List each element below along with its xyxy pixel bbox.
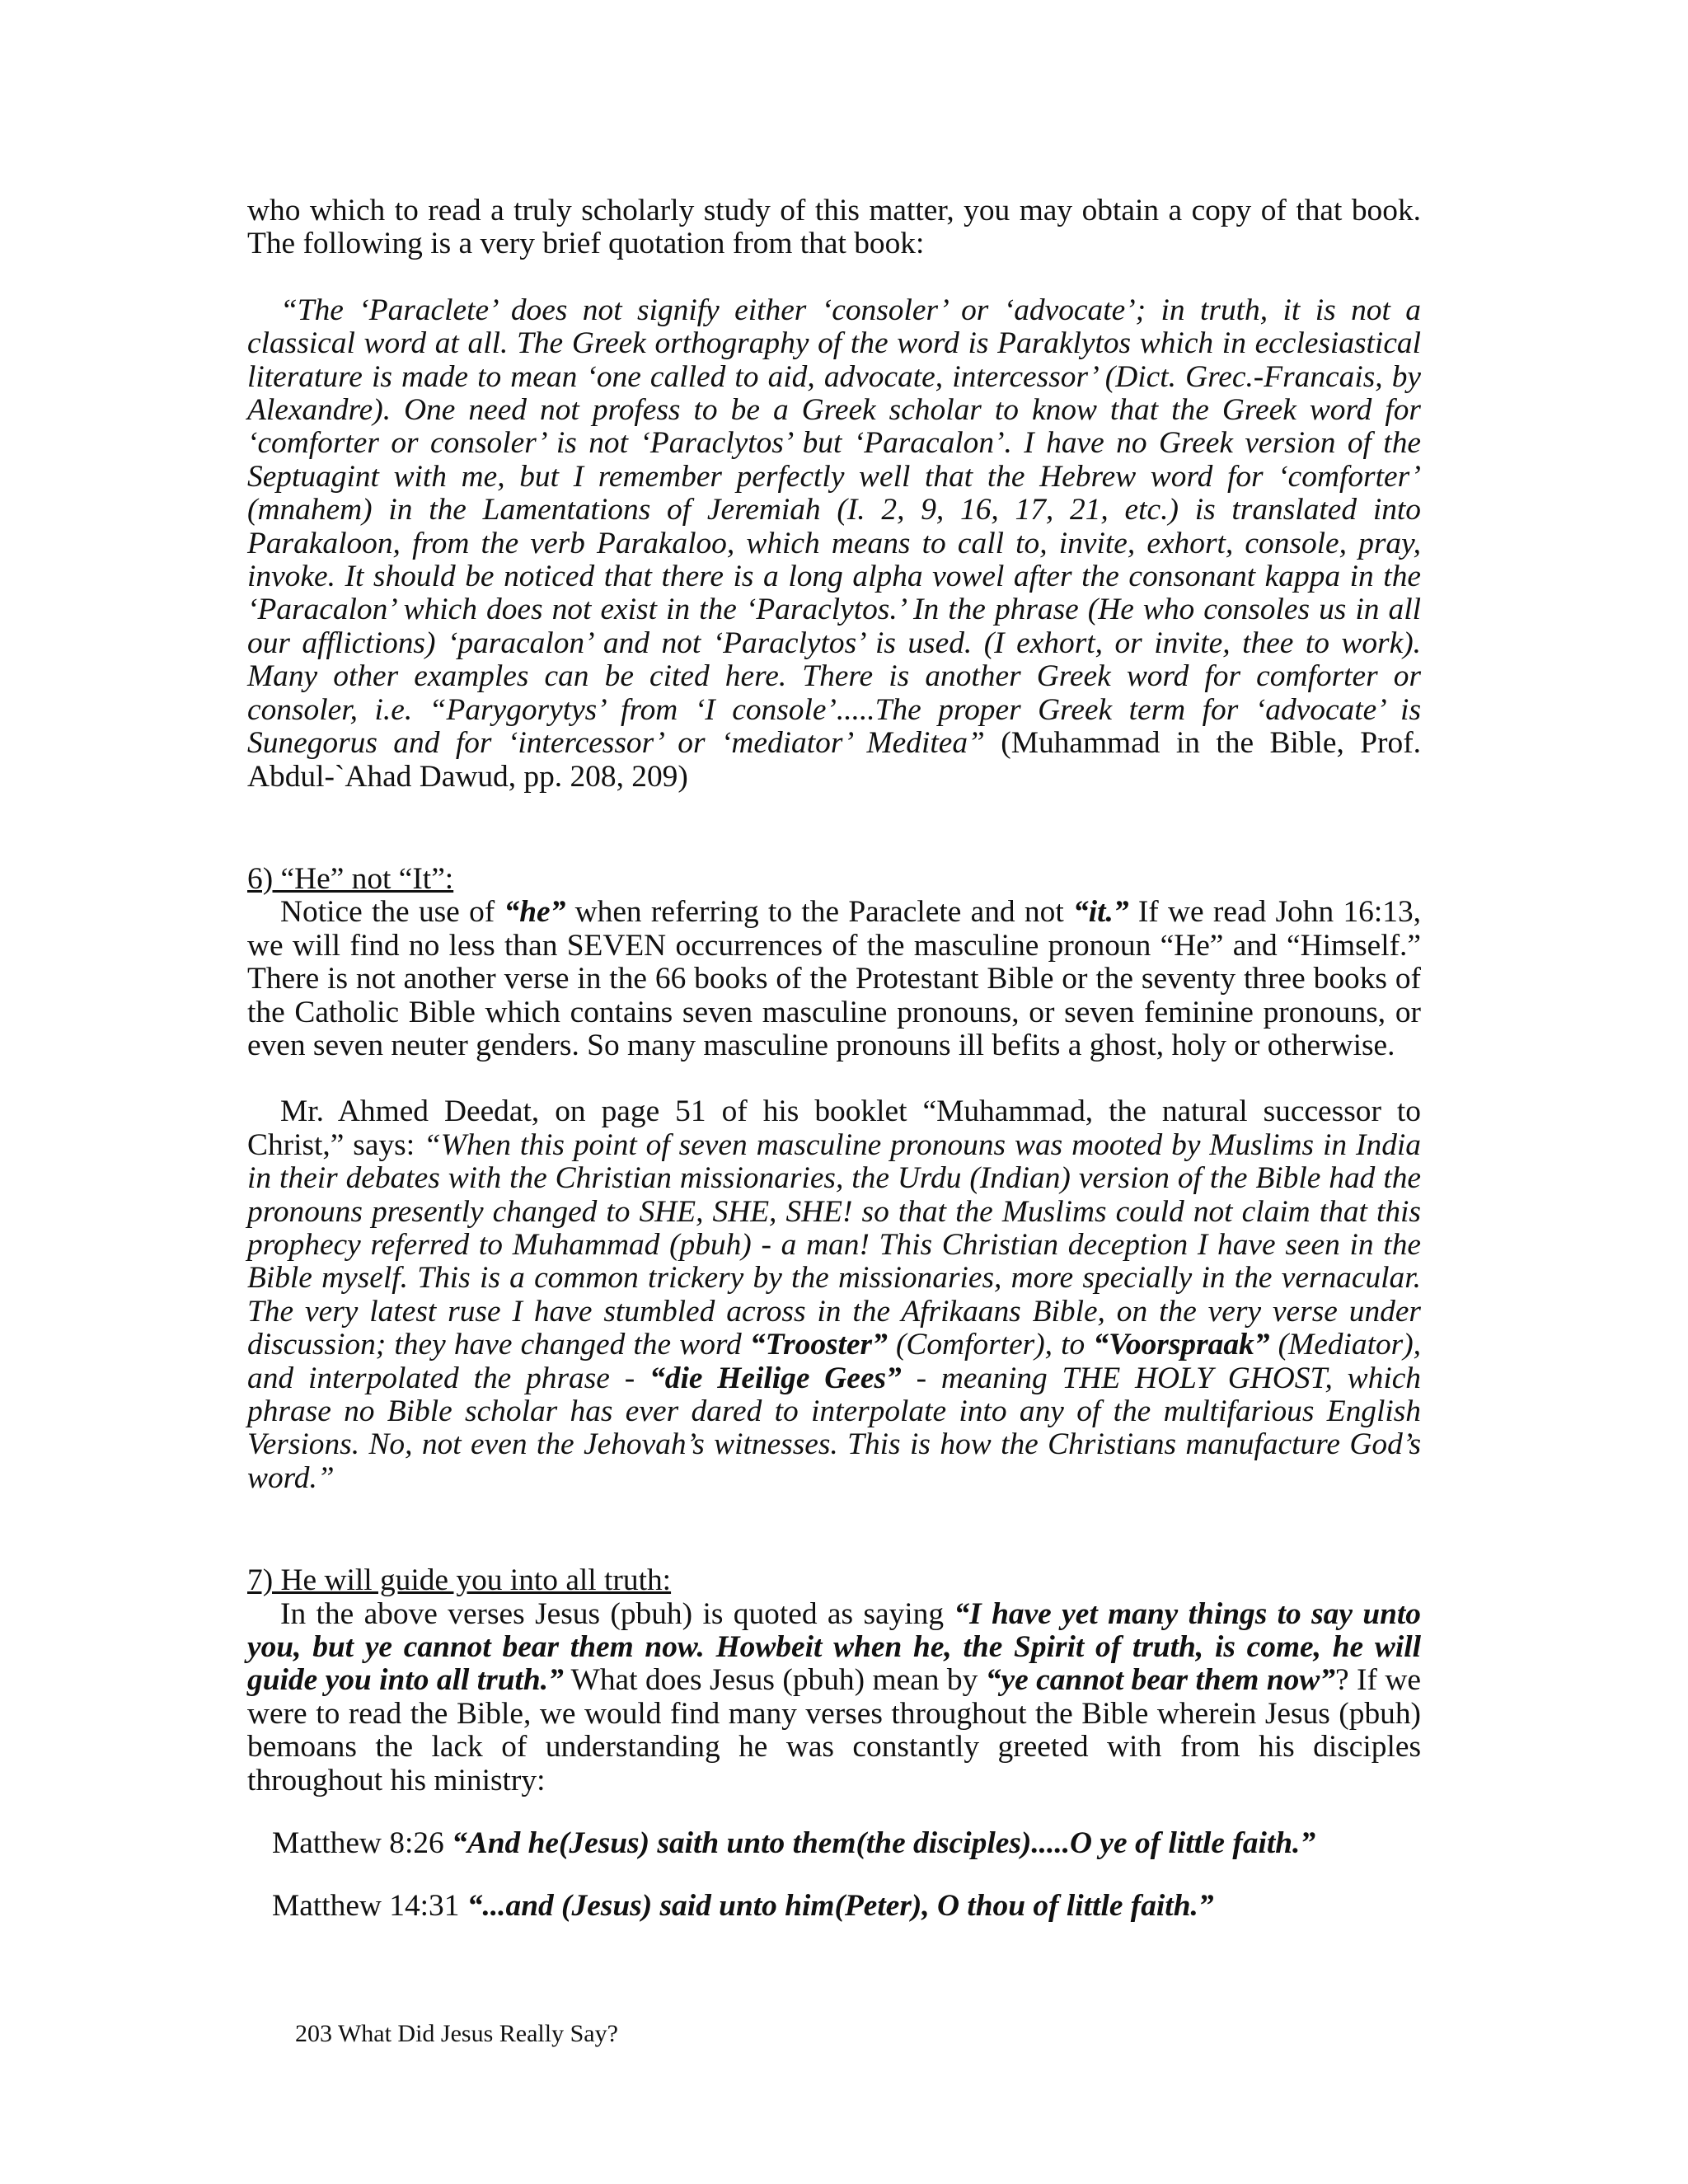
jesus-quote: “I have yet many things to say unto you, but ye cannot bear them now. Howbeit when he, the Spirit of truth, is come, he will guide you into all truth.”: [247, 1596, 1422, 1698]
text-run: Mr. Ahmed Deedat, on page 51 of his booklet “Muhammad, the natural successor to Christ,” says:: [247, 1094, 1421, 1162]
page-footer: 203 What Did Jesus Really Say?: [295, 2020, 618, 2047]
section-6-heading: 6) “He” not “It”:: [247, 861, 454, 896]
quotation-text: “The ‘Paraclete’ does not signify either ‘consoler’ or ‘advocate’; in truth, it is not a classical word at all. The Greek orthography of the word is Paraklytos which in ecclesiastical literature is made to mean ‘one called to aid, advocate, intercessor’ (Dict. Grec.-Francais, by Alexandre). One need not profess to be a Greek scholar to know that the Greek word for ‘comforter or consoler’ is not ‘Paraclytos’ but ‘Paracalon’. I have no Greek version of the Septuagint with me, but I remember perfectly well that the Hebrew word for ‘comforter’ (mnahem) in the Lamentations of Jeremiah (I. 2, 9, 16, 17, 21, etc.) is translated into Parakaloon, from the verb Parakaloo, which means to call to, invite, exhort, console, pray, invoke. It should be noticed that there is a long alpha vowel after the consonant kappa in the ‘Paracalon’ which does not exist in the ‘Paraclytos.’ In the phrase (He who consoles us in all our afflictions) ‘paracalon’ and not ‘Paraclytos’ is used. (I exhort, or invite, thee to work). Many other examples can be cited here. There is another Greek word for comforter or consoler, i.e. “Parygorytys’ from ‘I console’.....The proper Greek term for ‘advocate’ is Sunegorus and for ‘intercessor’ or ‘mediator’ Meditea”: [247, 293, 1421, 761]
text-run: What does Jesus (pbuh) mean by: [563, 1663, 986, 1698]
text-run: (Mediator), and interpolated the phrase -: [247, 1328, 1422, 1395]
verse-matthew-8-26: [272, 1827, 1421, 1860]
text-run: In the above verses Jesus (pbuh) is quoted as saying: [280, 1596, 954, 1631]
emphasis-voorspraak: “Voorspraak”: [1093, 1328, 1270, 1362]
text-run: - meaning THE HOLY GHOST, which phrase no Bible scholar has ever dared to interpolate into any of the multifarious English Versions. No, not even the Jehovah’s witnesses. This is how the Christians manufacture God’s word.”: [247, 1361, 1421, 1495]
emphasis-he: “he”: [504, 895, 566, 930]
verse-matthew-14-31: [272, 1890, 1421, 1923]
verse-text: “...and (Jesus) said unto him(Peter), O thou of little faith.”: [467, 1889, 1214, 1924]
text-run: Notice the use of: [280, 895, 504, 930]
verse-reference: Matthew 14:31: [272, 1889, 467, 1924]
verse-text: “And he(Jesus) saith unto them(the disciples).....O ye of little faith.”: [452, 1826, 1316, 1861]
emphasis-bear-them-now: “ye cannot bear them now”: [985, 1663, 1335, 1698]
text-run: (Comforter), to: [887, 1328, 1094, 1362]
emphasis-trooster: “Trooster”: [749, 1328, 888, 1362]
section-6-paragraph-1: [247, 896, 1421, 1062]
section-7-heading: 7) He will guide you into all truth:: [247, 1563, 672, 1598]
text-run: when referring to the Paraclete and not: [565, 895, 1073, 930]
verse-reference: Matthew 8:26: [272, 1826, 452, 1861]
section-7-paragraph-1: [247, 1598, 1421, 1797]
intro-paragraph: who which to read a truly scholarly study of this matter, you may obtain a copy of that book. The following is a very brief quotation from that book:: [247, 194, 1421, 261]
text-run: ? If we were to read the Bible, we would find many verses throughout the Bible wherein Jesus (pbuh) bemoans the lack of understanding he was constantly greeted with from his disciples throughout his ministry:: [247, 1663, 1421, 1797]
emphasis-it: “it.”: [1073, 895, 1129, 930]
section-6-paragraph-2: [247, 1095, 1421, 1495]
quotation-citation: (Muhammad in the Bible, Prof. Abdul-`Ahad Dawud, pp. 208, 209): [247, 726, 1422, 794]
document-body: [247, 194, 1421, 1924]
text-run: If we read John 16:13, we will find no less than SEVEN occurrences of the masculine pronoun “He” and “Himself.” There is not another verse in the 66 books of the Protestant Bible or the seventy three books of the Catholic Bible which contains seven masculine pronouns, or seven feminine pronouns, or even seven neuter genders. So many masculine pronouns ill befits a ghost, holy or otherwise.: [247, 895, 1421, 1062]
deedat-quote: “When this point of seven masculine pronouns was mooted by Muslims in India in their debates with the Christian missionaries, the Urdu (Indian) version of the Bible had the pronouns presently changed to SHE, SHE, SHE! so that the Muslims could not claim that this prophecy referred to Muhammad (pbuh) - a man! This Christian deception I have seen in the Bible myself. This is a common trickery by the missionaries, more specially in the vernacular. The very latest ruse I have stumbled across in the Afrikaans Bible, on the very verse under discussion; they have changed the word: [247, 1127, 1421, 1362]
emphasis-heilige-gees: “die Heilige Gees”: [649, 1361, 902, 1395]
block-quotation: [247, 294, 1421, 794]
